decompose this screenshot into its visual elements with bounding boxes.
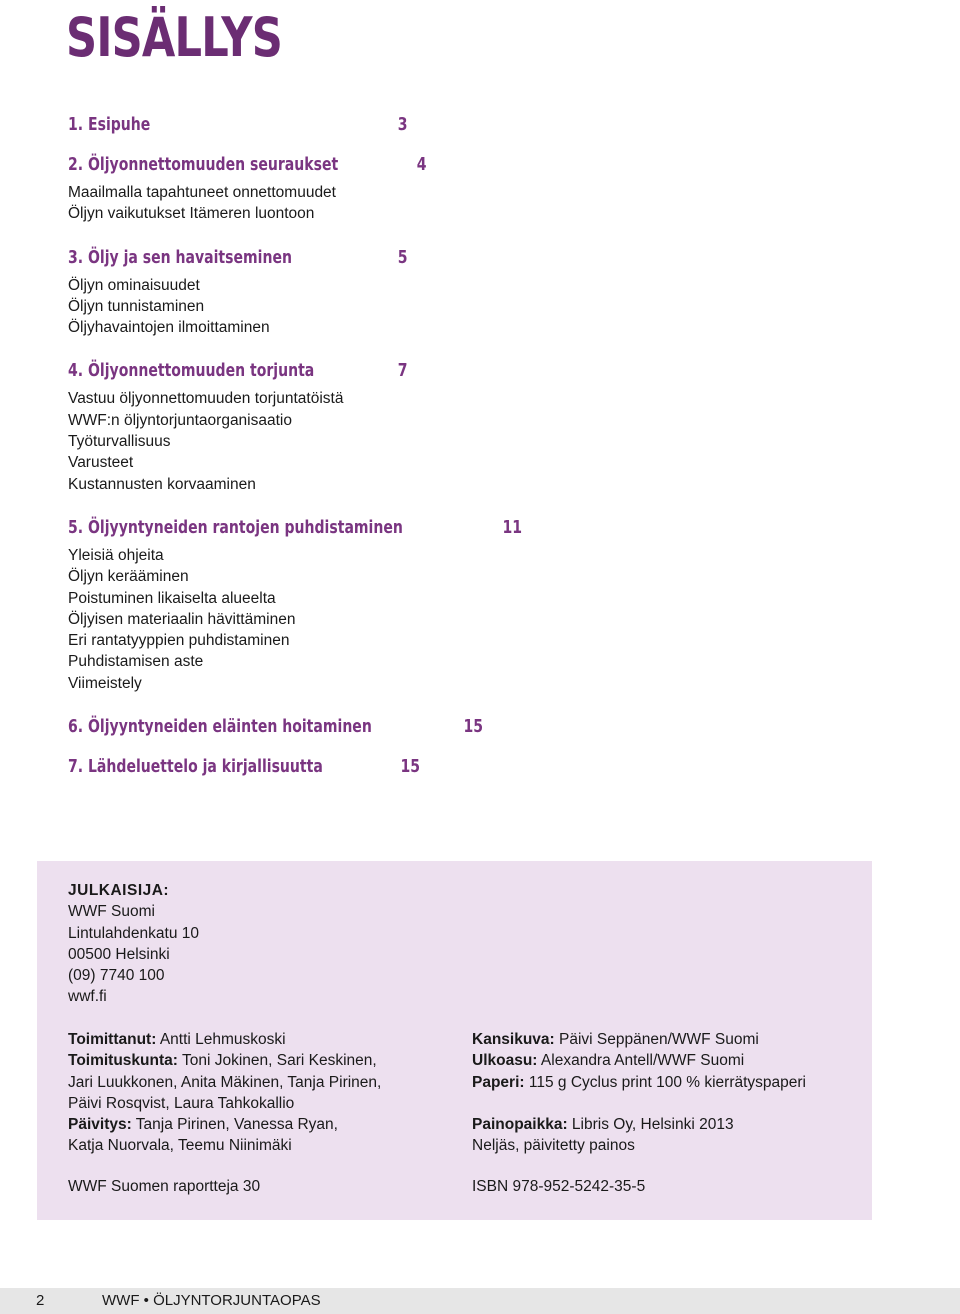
toc-item: Poistuminen likaiselta alueelta [68, 589, 276, 607]
toc-section-7 [68, 754, 420, 780]
update-line: Katja Nuorvala, Teemu Niinimäki [68, 1137, 292, 1155]
paper-value: 115 g Cyclus print 100 % kierrätyspaperi [524, 1073, 806, 1091]
toc-item: Öljyn tunnistaminen [68, 297, 205, 315]
report-series: WWF Suomen raportteja 30 [68, 1178, 261, 1195]
board-line: Jari Luukkonen, Anita Mäkinen, Tanja Pirinen, [68, 1073, 382, 1091]
print-value: Libris Oy, Helsinki 2013 [567, 1116, 734, 1134]
isbn: ISBN 978-952-5242-35-5 [472, 1178, 646, 1195]
table-of-contents [68, 112, 523, 800]
board-line: Päivi Rosqvist, Laura Tahkokallio [68, 1094, 295, 1112]
toc-item: Öljyn ominaisuudet [68, 276, 200, 294]
toc-item: Vastuu öljyonnettomuuden torjuntatöistä [68, 390, 344, 408]
toc-section-5 [68, 515, 523, 694]
toc-item: Öljyisen materiaalin hävittäminen [68, 610, 296, 628]
update-label: Päivitys: [68, 1116, 132, 1134]
toc-item: Varusteet [68, 454, 134, 472]
footer-text: WWF • ÖLJYNTORJUNTAOPAS [102, 1292, 321, 1309]
toc-item: WWF:n öljyntorjuntaorganisaatio [68, 411, 292, 429]
board-label: Toimituskunta: [68, 1052, 178, 1070]
credits-right [472, 1029, 872, 1157]
toc-section-2 [68, 152, 427, 225]
toc-page-number: 15 [463, 716, 483, 738]
credits-left [68, 1029, 448, 1157]
publisher-line: 00500 Helsinki [68, 945, 170, 963]
toc-heading: 4. Öljyonnettomuuden torjunta [68, 360, 315, 382]
toc-item: Viimeistely [68, 674, 142, 692]
update-value: Tanja Pirinen, Vanessa Ryan, [131, 1116, 338, 1134]
toc-section-1 [68, 112, 408, 138]
toc-page-number: 11 [502, 516, 523, 538]
editor-label: Toimittanut: [68, 1031, 157, 1048]
publisher-line: (09) 7740 100 [68, 967, 165, 985]
print-label: Painopaikka: [472, 1116, 568, 1134]
editor-value: Antti Lehmuskoski [156, 1031, 286, 1048]
edition-text: Neljäs, päivitetty painos [472, 1137, 635, 1155]
toc-heading: 2. Öljyonnettomuuden seuraukset [68, 154, 339, 175]
toc-item: Maailmalla tapahtuneet onnettomuudet [68, 184, 336, 201]
colophon-box [37, 861, 872, 1220]
toc-heading: 7. Lähdeluettelo ja kirjallisuutta [68, 756, 323, 778]
toc-heading: 6. Öljyyntyneiden eläinten hoitaminen [68, 716, 372, 738]
toc-section-6 [68, 714, 483, 740]
toc-page-number: 7 [398, 360, 408, 382]
toc-page-number: 4 [417, 154, 427, 175]
toc-page-number: 5 [398, 246, 408, 268]
toc-item: Eri rantatyyppien puhdistaminen [68, 632, 290, 650]
toc-item: Öljyn vaikutukset Itämeren luontoon [68, 205, 315, 223]
toc-heading: 3. Öljy ja sen havaitseminen [68, 246, 292, 268]
board-value: Toni Jokinen, Sari Keskinen, [177, 1052, 377, 1070]
toc-item: Kustannusten korvaaminen [68, 475, 256, 493]
toc-page-number: 15 [400, 756, 420, 778]
page-number: 2 [36, 1292, 45, 1309]
publisher-line: Lintulahdenkatu 10 [68, 924, 200, 942]
toc-item: Yleisiä ohjeita [68, 546, 164, 564]
toc-heading: 1. Esipuhe [68, 114, 151, 135]
page-title: SISÄLLYS [66, 6, 283, 69]
toc-item: Puhdistamisen aste [68, 653, 204, 671]
publisher-block [68, 880, 199, 1008]
publisher-line: WWF Suomi [68, 903, 155, 921]
layout-label: Ulkoasu: [472, 1052, 538, 1070]
toc-item: Työturvallisuus [68, 433, 171, 451]
toc-section-3 [68, 245, 408, 339]
toc-heading: 5. Öljyyntyneiden rantojen puhdistaminen [68, 516, 403, 538]
layout-value: Alexandra Antell/WWF Suomi [537, 1052, 745, 1070]
page-footer [0, 1288, 960, 1314]
toc-item: Öljyhavaintojen ilmoittaminen [68, 319, 270, 337]
publisher-label: JULKAISIJA: [68, 882, 170, 899]
cover-label: Kansikuva: [472, 1031, 555, 1048]
toc-page-number: 3 [398, 114, 408, 135]
paper-label: Paperi: [472, 1073, 525, 1091]
cover-value: Päivi Seppänen/WWF Suomi [554, 1031, 759, 1048]
toc-section-4 [68, 358, 408, 494]
publisher-line: wwf.fi [68, 988, 107, 1006]
toc-item: Öljyn kerääminen [68, 568, 189, 586]
